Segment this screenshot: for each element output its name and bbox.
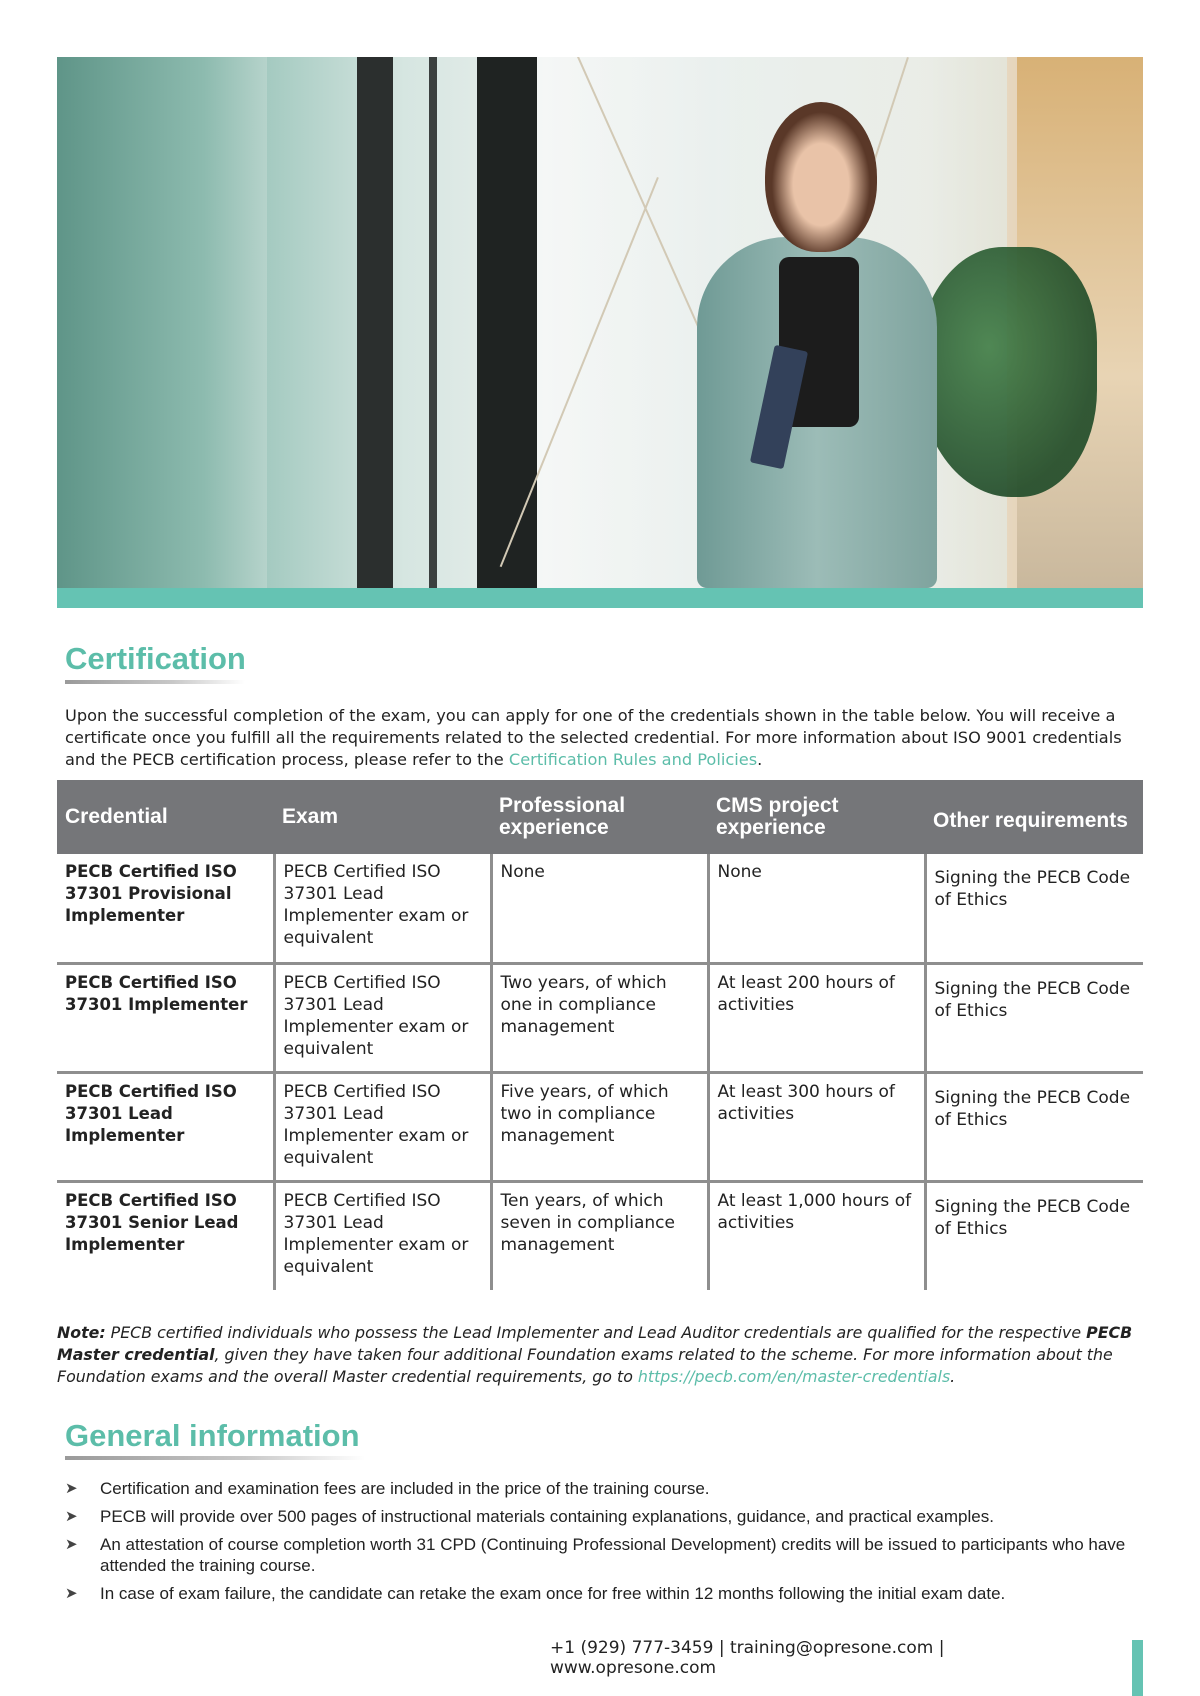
cell-credential: PECB Certified ISO 37301 Senior Lead Implementer: [65, 1190, 239, 1254]
header-other-requirements: Other requirements: [925, 780, 1143, 854]
hero-photo: [57, 57, 1143, 588]
cell-other: Signing the PECB Code of Ethics: [925, 1072, 1143, 1181]
master-credentials-link[interactable]: https://pecb.com/en/master-credentials: [637, 1367, 951, 1386]
cell-credential: PECB Certified ISO 37301 Implementer: [57, 963, 274, 1072]
cell-professional: None: [491, 854, 708, 963]
intro-end: .: [757, 750, 763, 769]
certification-title: Certification: [65, 641, 246, 676]
cell-professional: Ten years, of which seven in compliance management: [491, 1181, 708, 1290]
general-information-title-rule: [65, 1456, 365, 1460]
cell-cms: At least 200 hours of activities: [708, 963, 925, 1072]
table-row: [57, 963, 1143, 1072]
cell-cms: None: [708, 854, 925, 963]
table-header-row: [57, 780, 1143, 854]
arrow-bullet-icon: ➤: [65, 1480, 78, 1497]
list-item: [65, 1478, 1145, 1499]
list-item-text: Certification and examination fees are included in the price of the training course.: [100, 1479, 710, 1498]
hero-door-frame: [477, 57, 537, 588]
list-item-text: An attestation of course completion worth 31 CPD (Continuing Professional Development) credits will be issued to participants who have attended the training course.: [100, 1535, 1126, 1575]
header-professional-experience: Professional experience: [491, 780, 708, 854]
cell-other: Signing the PECB Code of Ethics: [925, 854, 1143, 963]
footer-accent-bar: [1132, 1640, 1143, 1696]
master-credential-note: [57, 1322, 1147, 1388]
list-item-text: In case of exam failure, the candidate can retake the exam once for free within 12 months following the initial exam date.: [100, 1584, 1006, 1603]
header-cms-project-experience: CMS project experience: [708, 780, 925, 854]
header-credential: Credential: [57, 780, 274, 854]
hero-door-frame: [357, 57, 393, 588]
cell-exam: PECB Certified ISO 37301 Lead Implementer exam or equivalent: [274, 854, 491, 963]
list-item: [65, 1583, 1145, 1604]
note-label: Note:: [57, 1323, 106, 1342]
table-row: [57, 854, 1143, 963]
cell-exam: PECB Certified ISO 37301 Lead Implementer exam or equivalent: [274, 963, 491, 1072]
arrow-bullet-icon: ➤: [65, 1585, 78, 1602]
list-item: [65, 1506, 1145, 1527]
note-end: .: [950, 1367, 956, 1386]
arrow-bullet-icon: ➤: [65, 1508, 78, 1525]
cell-exam: PECB Certified ISO 37301 Lead Implementer exam or equivalent: [274, 1181, 491, 1290]
note-text: PECB certified individuals who possess the Lead Implementer and Lead Auditor credentials are qualified for the respective: [105, 1323, 1087, 1342]
hero-door-frame: [429, 57, 437, 588]
header-exam: Exam: [274, 780, 491, 854]
hero-accent-bar: [57, 588, 1143, 608]
hero-wall-left: [57, 57, 267, 588]
cell-credential: PECB Certified ISO 37301 Lead Implementer: [57, 1072, 274, 1181]
certification-rules-link[interactable]: Certification Rules and Policies: [508, 750, 758, 769]
list-item-text: PECB will provide over 500 pages of instructional materials containing explanations, guidance, and practical examples.: [100, 1507, 994, 1526]
cell-cms: At least 1,000 hours of activities: [708, 1181, 925, 1290]
table-row: [57, 1072, 1143, 1181]
credentials-table: [57, 780, 1143, 1290]
list-item: [65, 1534, 1145, 1576]
footer-contact: +1 (929) 777-3459 | training@opresone.com | www.opresone.com: [550, 1638, 945, 1678]
general-information-title: General information: [65, 1418, 360, 1453]
cell-exam: PECB Certified ISO 37301 Lead Implementer exam or equivalent: [274, 1072, 491, 1181]
cell-credential: PECB Certified ISO 37301 Provisional Implementer: [57, 854, 274, 963]
cell-cms: At least 300 hours of activities: [708, 1072, 925, 1181]
table-row: [57, 1181, 1143, 1290]
note-bold: PECB Master credential: [57, 1323, 1133, 1364]
cell-other: Signing the PECB Code of Ethics: [925, 1181, 1143, 1290]
cell-professional: Two years, of which one in compliance management: [491, 963, 708, 1072]
hero-person-head: [765, 102, 877, 252]
general-information-list: [65, 1478, 1145, 1611]
certification-title-rule: [65, 680, 245, 684]
cell-other: Signing the PECB Code of Ethics: [925, 963, 1143, 1072]
arrow-bullet-icon: ➤: [65, 1536, 78, 1553]
note-text: , given they have taken four additional Foundation exams related to the scheme. For more information about the Foundation exams and the overall Master credential requirements, go to: [57, 1345, 1113, 1386]
certification-intro: [65, 705, 1145, 771]
intro-text: Upon the successful completion of the exam, you can apply for one of the credentials shown in the table below. You will receive a certificate once you fulfill all the requirements related to the selected credential. For more information about ISO 9001 credentials and the PECB certification process, please refer to the: [65, 706, 1122, 769]
cell-professional: Five years, of which two in compliance management: [491, 1072, 708, 1181]
